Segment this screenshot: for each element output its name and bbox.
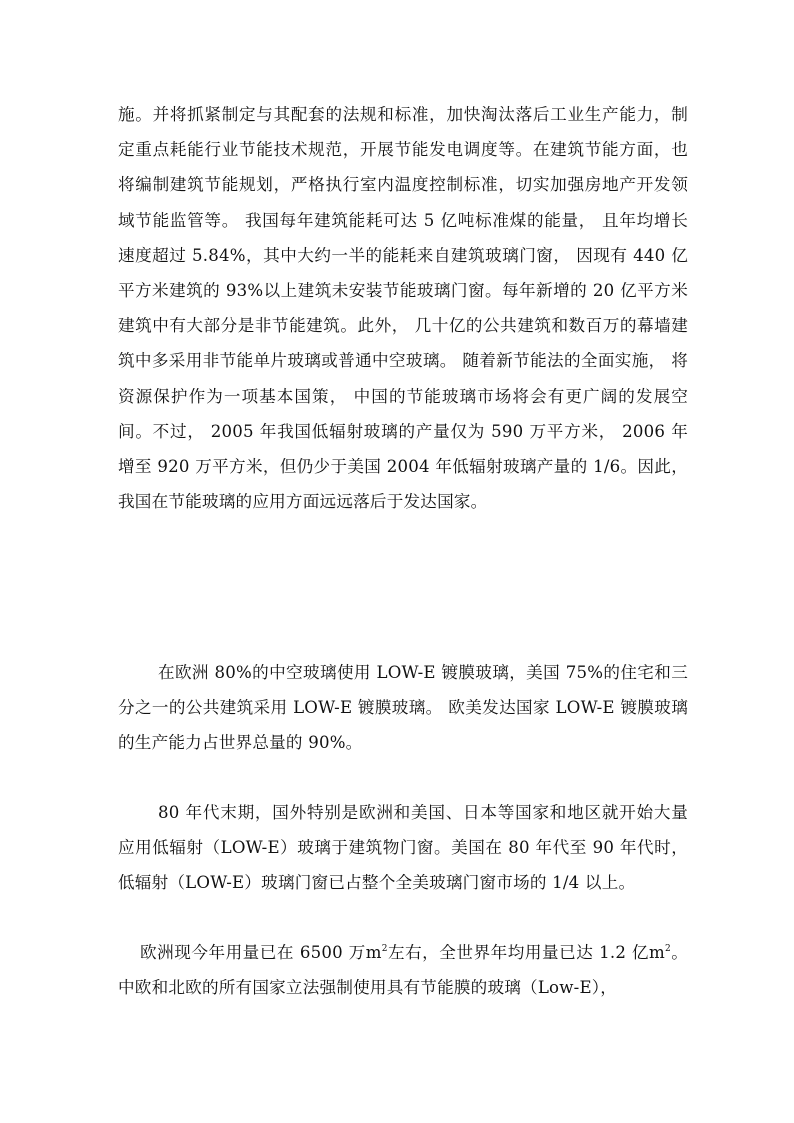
unit-letter: m — [365, 943, 382, 962]
text-segment: 。中欧和北欧的所有国家立法强制使用具有节能膜的玻璃（Low-E）， — [118, 943, 689, 998]
paragraph-energy-policy: 施。并将抓紧制定与其配套的法规和标准，加快淘汰落后工业生产能力，制定重点耗能行业节能技术规范，开展节能发电调度等。在建筑节能方面，也将编制建筑节能规划，严格执行室内温度控制标准，切实加强房地产开发领域节能监管等。 我国每年建筑能耗可达 5 亿吨标准煤的能量， 且年均增长速度超过 5.84%，其中大约一半的能耗来自建筑玻璃门窗， 因现有 440 亿平方米建筑的 93%以上建筑未安装节能玻璃门窗。每年新增的 20 亿平方米建筑中有大部分是非节能建筑。此外， 几十亿的公共建筑和数百万的幕墙建筑中多采用非节能单片玻璃或普通中空玻璃。 随着新节能法的全面实施， 将资源保护作为一项基本国策， 中国的节能玻璃市场将会有更广阔的发展空间。不过， 2005 年我国低辐射玻璃的产量仅为 590 万平方米， 2006 年增至 920 万平方米，但仍少于美国 2004 年低辐射玻璃产量的 1/6。因此， 我国在节能玻璃的应用方面远远落后于发达国家。 — [118, 105, 688, 512]
unit-letter: m — [649, 943, 665, 962]
paragraph-europe-annual-usage — [118, 935, 688, 1005]
unit-square-meter — [366, 943, 388, 962]
paragraph-1980s-adoption: 80 年代末期，国外特别是欧洲和美国、日本等国家和地区就开始大量应用低辐射（LOW-E）玻璃于建筑物门窗。美国在 80 年代至 90 年代时，低辐射（LOW-E）玻璃门窗已占整个全美玻璃门窗市场的 1/4 以上。 — [118, 803, 688, 893]
paragraph-europe-usa-lowe-usage: 在欧洲 80%的中空玻璃使用 LOW-E 镀膜玻璃，美国 75%的住宅和三分之一的公共建筑采用 LOW-E 镀膜玻璃。 欧美发达国家 LOW-E 镀膜玻璃的生产能力占世界总量的 90%。 — [118, 663, 688, 753]
text-segment: 左右，全世界年均用量已达 1.2 亿 — [387, 943, 650, 962]
text-segment: 欧洲现今年用量已在 6500 万 — [140, 943, 366, 962]
unit-square-meter — [649, 943, 671, 962]
unit-superscript: 2 — [381, 944, 388, 954]
unit-superscript: 2 — [664, 944, 671, 954]
